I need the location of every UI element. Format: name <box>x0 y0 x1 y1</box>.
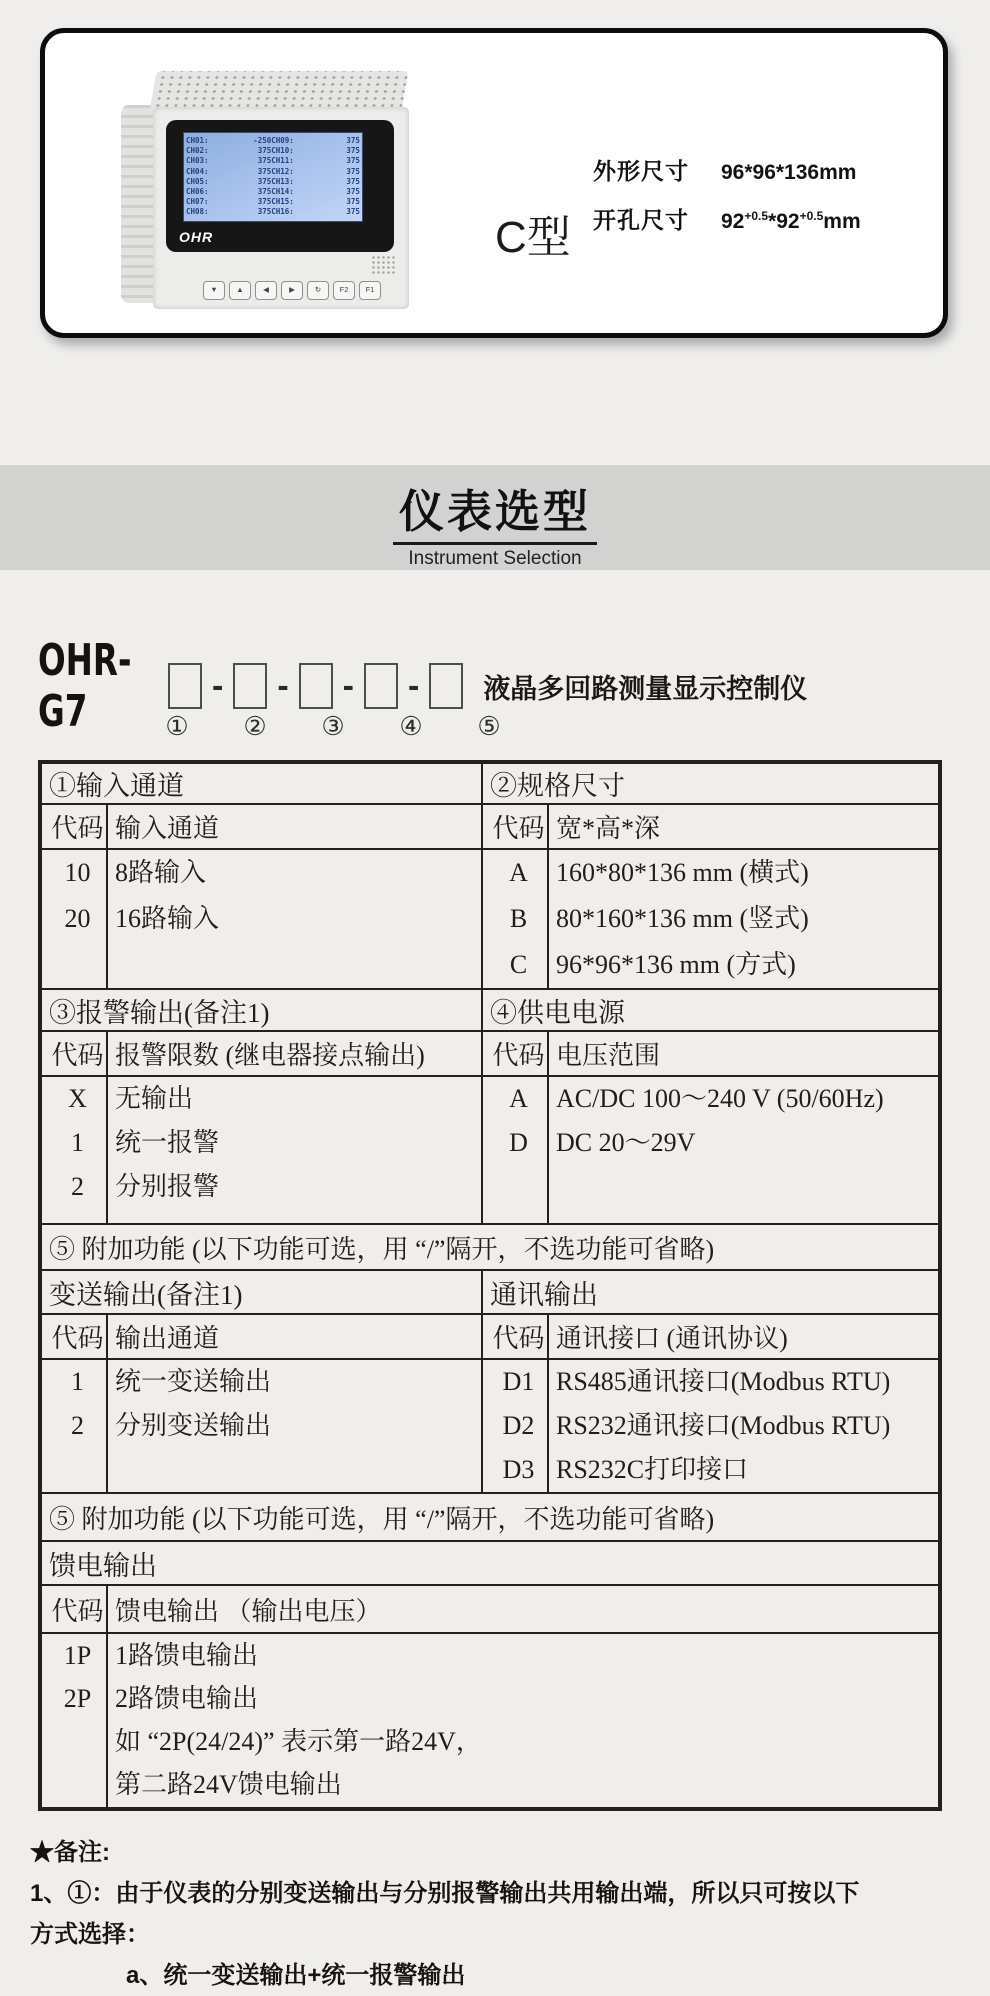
section2-code-header: 代码 <box>482 804 548 849</box>
lcd-row: CH03: 375 CH11: 375 <box>186 156 360 166</box>
section5-title: 变送输出(备注1) <box>40 1270 482 1314</box>
section5-values: 统一变送输出 分别变送输出 <box>107 1359 482 1493</box>
footnote-line-3: a、统一变送输出+统一报警输出 <box>126 1962 466 1989</box>
extra-functions-title-1: ⑤ 附加功能 (以下功能可选，用 “/”隔开，不选功能可省略) <box>40 1224 940 1270</box>
section3-codes: X 1 2 <box>40 1076 107 1224</box>
section1-title: ①输入通道 <box>40 762 482 804</box>
right-arrow-button-icon: ▶ <box>281 281 303 300</box>
lcd-row: CH07: 375 CH15: 375 <box>186 197 360 207</box>
section3-code-header: 代码 <box>40 1031 107 1076</box>
outline-dimension-label: 外形尺寸 <box>593 158 689 184</box>
down-arrow-button-icon: ▼ <box>203 281 225 300</box>
outline-dimension-value: 96*96*136mm <box>721 161 857 184</box>
section7-code-header: 代码 <box>40 1585 107 1633</box>
banner-title: 仪表选型 <box>393 475 597 545</box>
cutout-dimension-value: $92^{+0.5}*92^{+0.5}mm$ <box>721 209 861 233</box>
extra-functions-title-2: ⑤ 附加功能 (以下功能可选，用 “/”隔开，不选功能可省略) <box>40 1493 940 1541</box>
model-code-row <box>38 635 808 737</box>
footnote-line-1: 1、①：由于仪表的分别变送输出与分别报警输出共用输出端，所以只可按以下 <box>30 1880 860 1907</box>
section3-name-header: 报警限数 (继电器接点输出) <box>107 1031 482 1076</box>
section4-values: AC/DC 100～240 V (50/60Hz) DC 20～29V <box>548 1076 940 1224</box>
section6-codes: D1 D2 D3 <box>482 1359 548 1493</box>
model-dash: - <box>212 667 224 705</box>
device-button-row <box>203 281 381 300</box>
outline-dimension-row <box>593 153 913 186</box>
speaker-dot-grid <box>371 255 397 275</box>
section2-codes: A B C <box>482 849 548 989</box>
circled-number-2: ② <box>243 712 267 741</box>
model-code-box-5 <box>429 663 463 709</box>
section2-name-header: 宽*高*深 <box>548 804 940 849</box>
section3-title: ③报警输出(备注1) <box>40 989 482 1031</box>
banner-subtitle: Instrument Selection <box>408 548 582 569</box>
footnotes <box>30 1832 970 1996</box>
section6-code-header: 代码 <box>482 1314 548 1359</box>
model-prefix: OHR-G7 <box>38 635 132 737</box>
lcd-row: CH01: -250 CH09: 375 <box>186 136 360 145</box>
section5-name-header: 输出通道 <box>107 1314 482 1359</box>
section7-values: 1路馈电输出 2路馈电输出 如 “2P(24/24)” 表示第一路24V， 第二路24V馈电输出 <box>107 1633 940 1809</box>
model-description: 液晶多回路测量显示控制仪 <box>483 673 808 704</box>
circled-number-1: ① <box>165 712 189 741</box>
section1-values: 8路输入 16路输入 <box>107 849 482 989</box>
model-dash: - <box>277 667 289 705</box>
section2-title: ②规格尺寸 <box>482 762 940 804</box>
circled-number-3: ③ <box>321 712 345 741</box>
model-code-box-1 <box>168 663 202 709</box>
footnote-line-2: 方式选择： <box>30 1921 150 1948</box>
section4-title: ④供电电源 <box>482 989 940 1031</box>
section7-title: 馈电输出 <box>40 1541 940 1585</box>
section1-codes: 10 20 <box>40 849 107 989</box>
f2-button-icon: F2 <box>333 281 355 300</box>
section6-title: 通讯输出 <box>482 1270 940 1314</box>
section3-values: 无输出 统一报警 分别报警 <box>107 1076 482 1224</box>
section1-name-header: 输入通道 <box>107 804 482 849</box>
left-arrow-button-icon: ◀ <box>255 281 277 300</box>
lcd-row: CH02: 375 CH10: 375 <box>186 146 360 156</box>
circled-number-5: ⑤ <box>477 712 501 741</box>
circled-number-4: ④ <box>399 712 423 741</box>
device-vent-grid <box>149 71 408 111</box>
lcd-row: CH06: 375 CH14: 375 <box>186 187 360 197</box>
section7-name-header: 馈电输出 （输出电压） <box>107 1585 940 1633</box>
enter-button-icon: ↻ <box>307 281 329 300</box>
device-display-bezel <box>166 120 394 252</box>
model-dash: - <box>407 667 420 705</box>
f1-button-icon: F1 <box>359 281 381 300</box>
brand-logo: OHR <box>179 229 214 245</box>
section5-code-header: 代码 <box>40 1314 107 1359</box>
section1-code-header: 代码 <box>40 804 107 849</box>
cutout-dimension-label: 开孔尺寸 <box>593 207 689 233</box>
lcd-row: CH05: 375 CH13: 375 <box>186 176 360 186</box>
section4-name-header: 电压范围 <box>548 1031 940 1076</box>
footnote-title: ★备注: <box>30 1839 110 1866</box>
section7-codes: 1P 2P <box>40 1633 107 1809</box>
model-code-box-4 <box>364 663 398 709</box>
section6-values: RS485通讯接口(Modbus RTU) RS232通讯接口(Modbus RTU) RS232C打印接口 <box>548 1359 940 1493</box>
model-dash: - <box>342 667 354 705</box>
lcd-row: CH04: 375 CH12: 375 <box>186 166 360 176</box>
up-arrow-button-icon: ▲ <box>229 281 251 300</box>
model-code-box-2 <box>233 663 267 709</box>
device-front-panel <box>153 107 409 309</box>
section4-code-header: 代码 <box>482 1031 548 1076</box>
section6-name-header: 通讯接口 (通讯协议) <box>548 1314 940 1359</box>
device-lcd-screen <box>183 132 363 222</box>
section2-values: 160*80*136 mm (横式) 80*160*136 mm (竖式) 96*96*136 mm (方式) <box>548 849 940 989</box>
product-card <box>40 28 948 338</box>
section-banner <box>0 465 990 570</box>
section5-codes: 1 2 <box>40 1359 107 1493</box>
lcd-row: CH08: 375 CH16: 375 <box>186 207 360 217</box>
type-label: C型 <box>495 213 571 262</box>
cutout-dimension-row <box>593 202 913 235</box>
section4-codes: A D <box>482 1076 548 1224</box>
dimension-specs <box>593 153 913 251</box>
model-code-box-3 <box>299 663 333 709</box>
selection-table <box>38 760 942 1811</box>
device-photo <box>111 71 431 311</box>
